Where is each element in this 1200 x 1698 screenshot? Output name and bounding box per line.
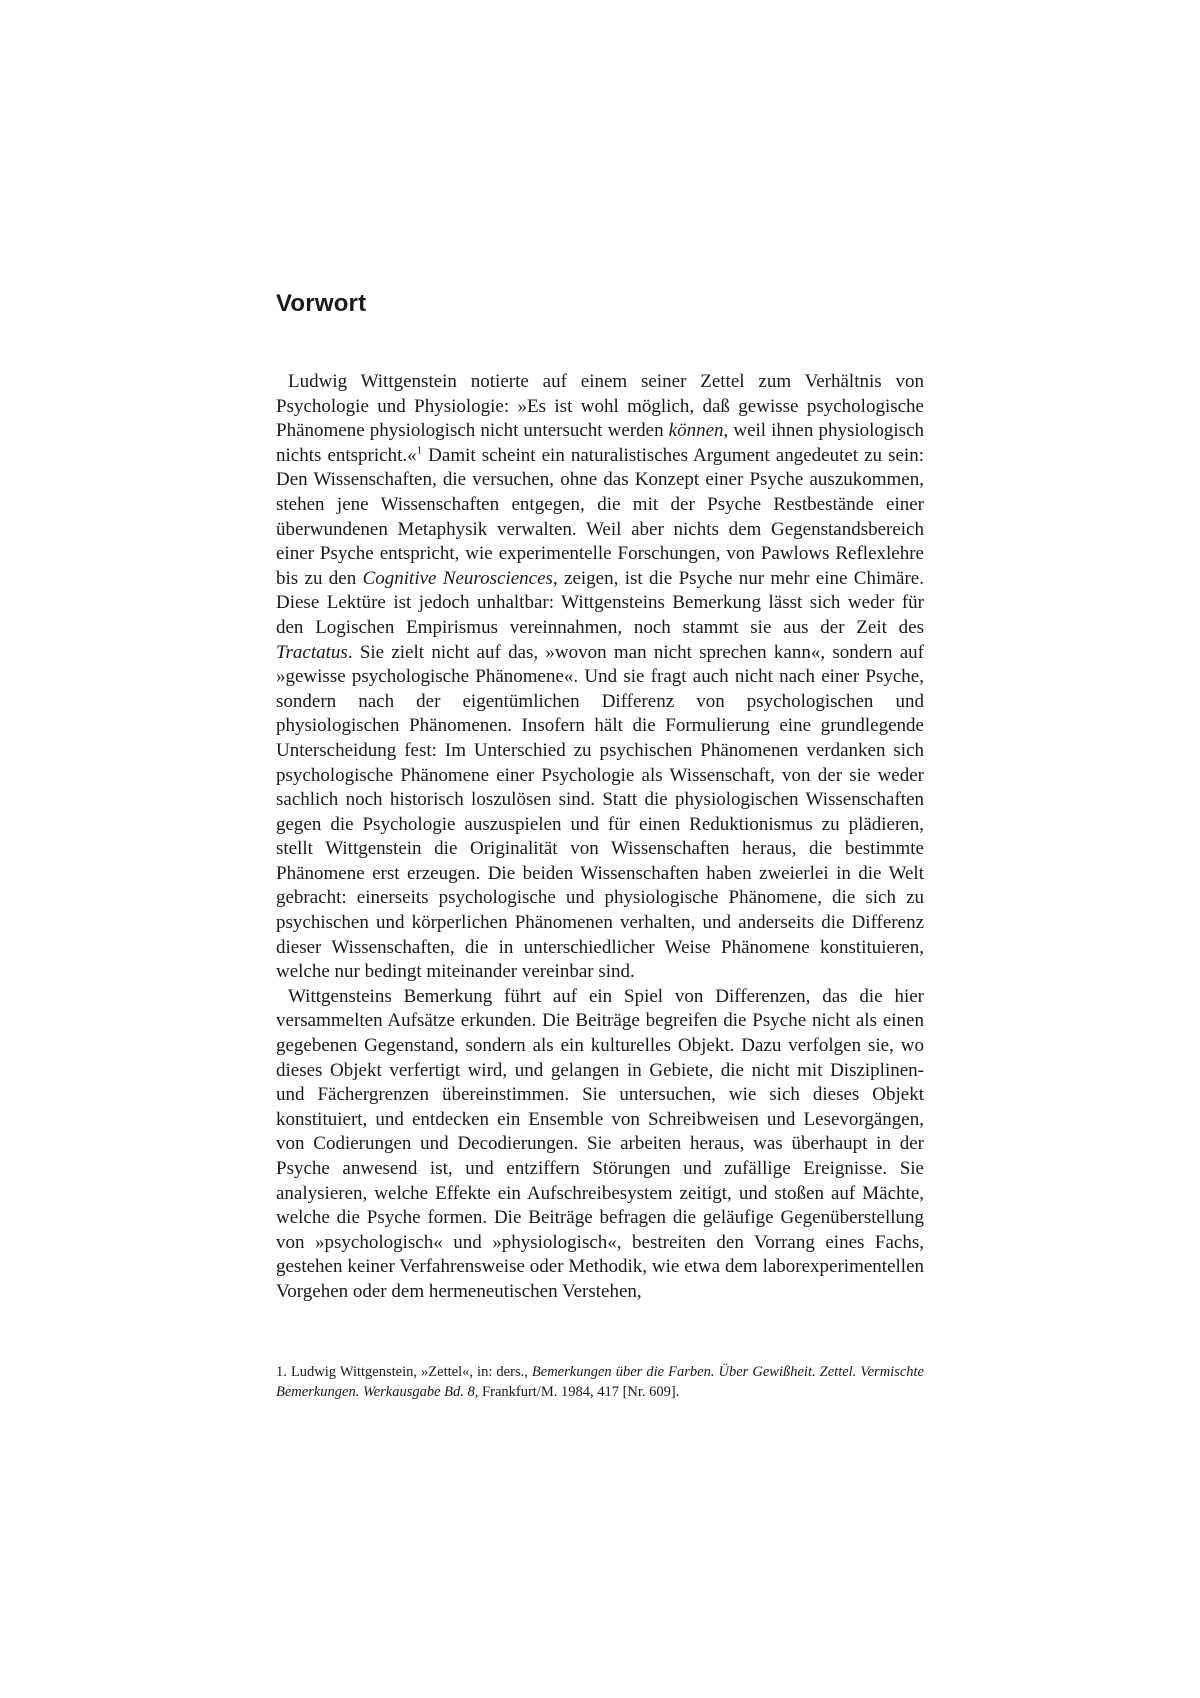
p1-italic-koennen: können [668,420,724,442]
p1-italic-cognitive: Cognitive Neurosciences [362,567,553,589]
main-text [276,370,924,1305]
p1-text-a: Ludwig Wittgenstein notierte auf einem seiner Zettel zum Verhältnis von Psychologie und Physiologie: »Es ist wohl möglich, daß gewisse psychologische Phänomene physiologisch nicht untersucht werden [276,371,924,442]
footnote-1 [276,1362,924,1402]
chapter-heading: Vorwort [276,290,367,317]
footnote-italic-title: Bemerkungen über die Farben. Über Gewißheit. Zettel. Vermischte Bemerkungen. Werkausgabe Bd. 8 [276,1364,924,1400]
p1-text-e: . Sie zielt nicht auf das, »wovon man nicht sprechen kann«, sondern auf »gewisse psychologische Phänomene«. Und sie fragt auch nicht nach einer Psyche, sondern nach der eigentümlichen Differenz von psychologischen und physiologischen Phänomenen. Insofern hält die Formulierung eine grundlegende Unterscheidung fest: Im Unterschied zu psychischen Phänomenen verdanken sich psychologische Phänomene einer Psychologie als Wissenschaft, von der sie weder sachlich noch historisch loszulösen sind. Statt die physiologischen Wissenschaften gegen die Psychologie auszuspielen und für einen Reduktionismus zu plädieren, stellt Wittgenstein die Originalität von Wissenschaften heraus, die bestimmte Phänomene erst erzeugen. Die beiden Wissenschaften haben zweierlei in die Welt gebracht: einerseits psychologische und physiologische Phänomene, die sich zu psychischen und körperlichen Phänomenen verhalten, und anderseits die Differenz dieser Wissenschaften, die in unterschiedlicher Weise Phänomene konstituieren, welche nur bedingt miteinander vereinbar sind. [276,641,924,983]
p1-italic-tractatus: Tractatus [276,641,348,663]
footnote-text-a: 1. Ludwig Wittgenstein, »Zettel«, in: ders., [276,1364,532,1380]
p1-text-b: , weil ihnen physiologisch nichts entspricht.« [276,420,924,466]
p1-text-c: Damit scheint ein naturalistisches Argument angedeutet zu sein: Den Wissenschaften, die versuchen, ohne das Konzept einer Psyche auszukommen, stehen jene Wissenschaften entgegen, die mit der Psyche Restbestände einer überwundenen Metaphysik verwalten. Weil aber nichts dem Gegenstandsbereich einer Psyche entspricht, wie experimentelle Forschungen, von Pawlows Reflexlehre bis zu den [276,444,924,589]
footnote-marker: 1 [416,444,423,457]
paragraph-1 [276,370,924,985]
footnote-text-b: , Frankfurt/M. 1984, 417 [Nr. 609]. [474,1384,680,1400]
paragraph-2: Wittgensteins Bemerkung führt auf ein Spiel von Differenzen, das die hier versammelten Aufsätze erkunden. Die Beiträge begreifen die Psyche nicht als einen gegebenen Gegenstand, sondern als ein kulturelles Objekt. Dazu verfolgen sie, wo dieses Objekt verfertigt wird, und gelangen in Gebiete, die nicht mit Disziplinen- und Fächergrenzen übereinstimmen. Sie untersuchen, wie sich dieses Objekt konstituiert, und entdecken ein Ensemble von Schreibweisen und Lesevorgängen, von Codierungen und Decodierungen. Sie arbeiten heraus, was überhaupt in der Psyche anwesend ist, und entziffern Störungen und zufällige Ereignisse. Sie analysieren, welche Effekte ein Aufschreibesystem zeitigt, und stoßen auf Mächte, welche die Psyche formen. Die Beiträge befragen die geläufige Gegenüberstellung von »psychologisch« und »physiologisch«, bestreiten den Vorrang eines Fachs, gestehen keiner Verfahrensweise oder Methodik, wie etwa dem laborexperimentellen Vorgehen oder dem hermeneutischen Verstehen, [276,985,924,1302]
p1-text-d: , zeigen, ist die Psyche nur mehr eine Chimäre. Diese Lektüre ist jedoch unhaltbar: Wittgensteins Bemerkung lässt sich weder für den Logischen Empirismus vereinnahmen, noch stammt sie aus der Zeit des [276,567,924,638]
footnote [276,1362,924,1402]
